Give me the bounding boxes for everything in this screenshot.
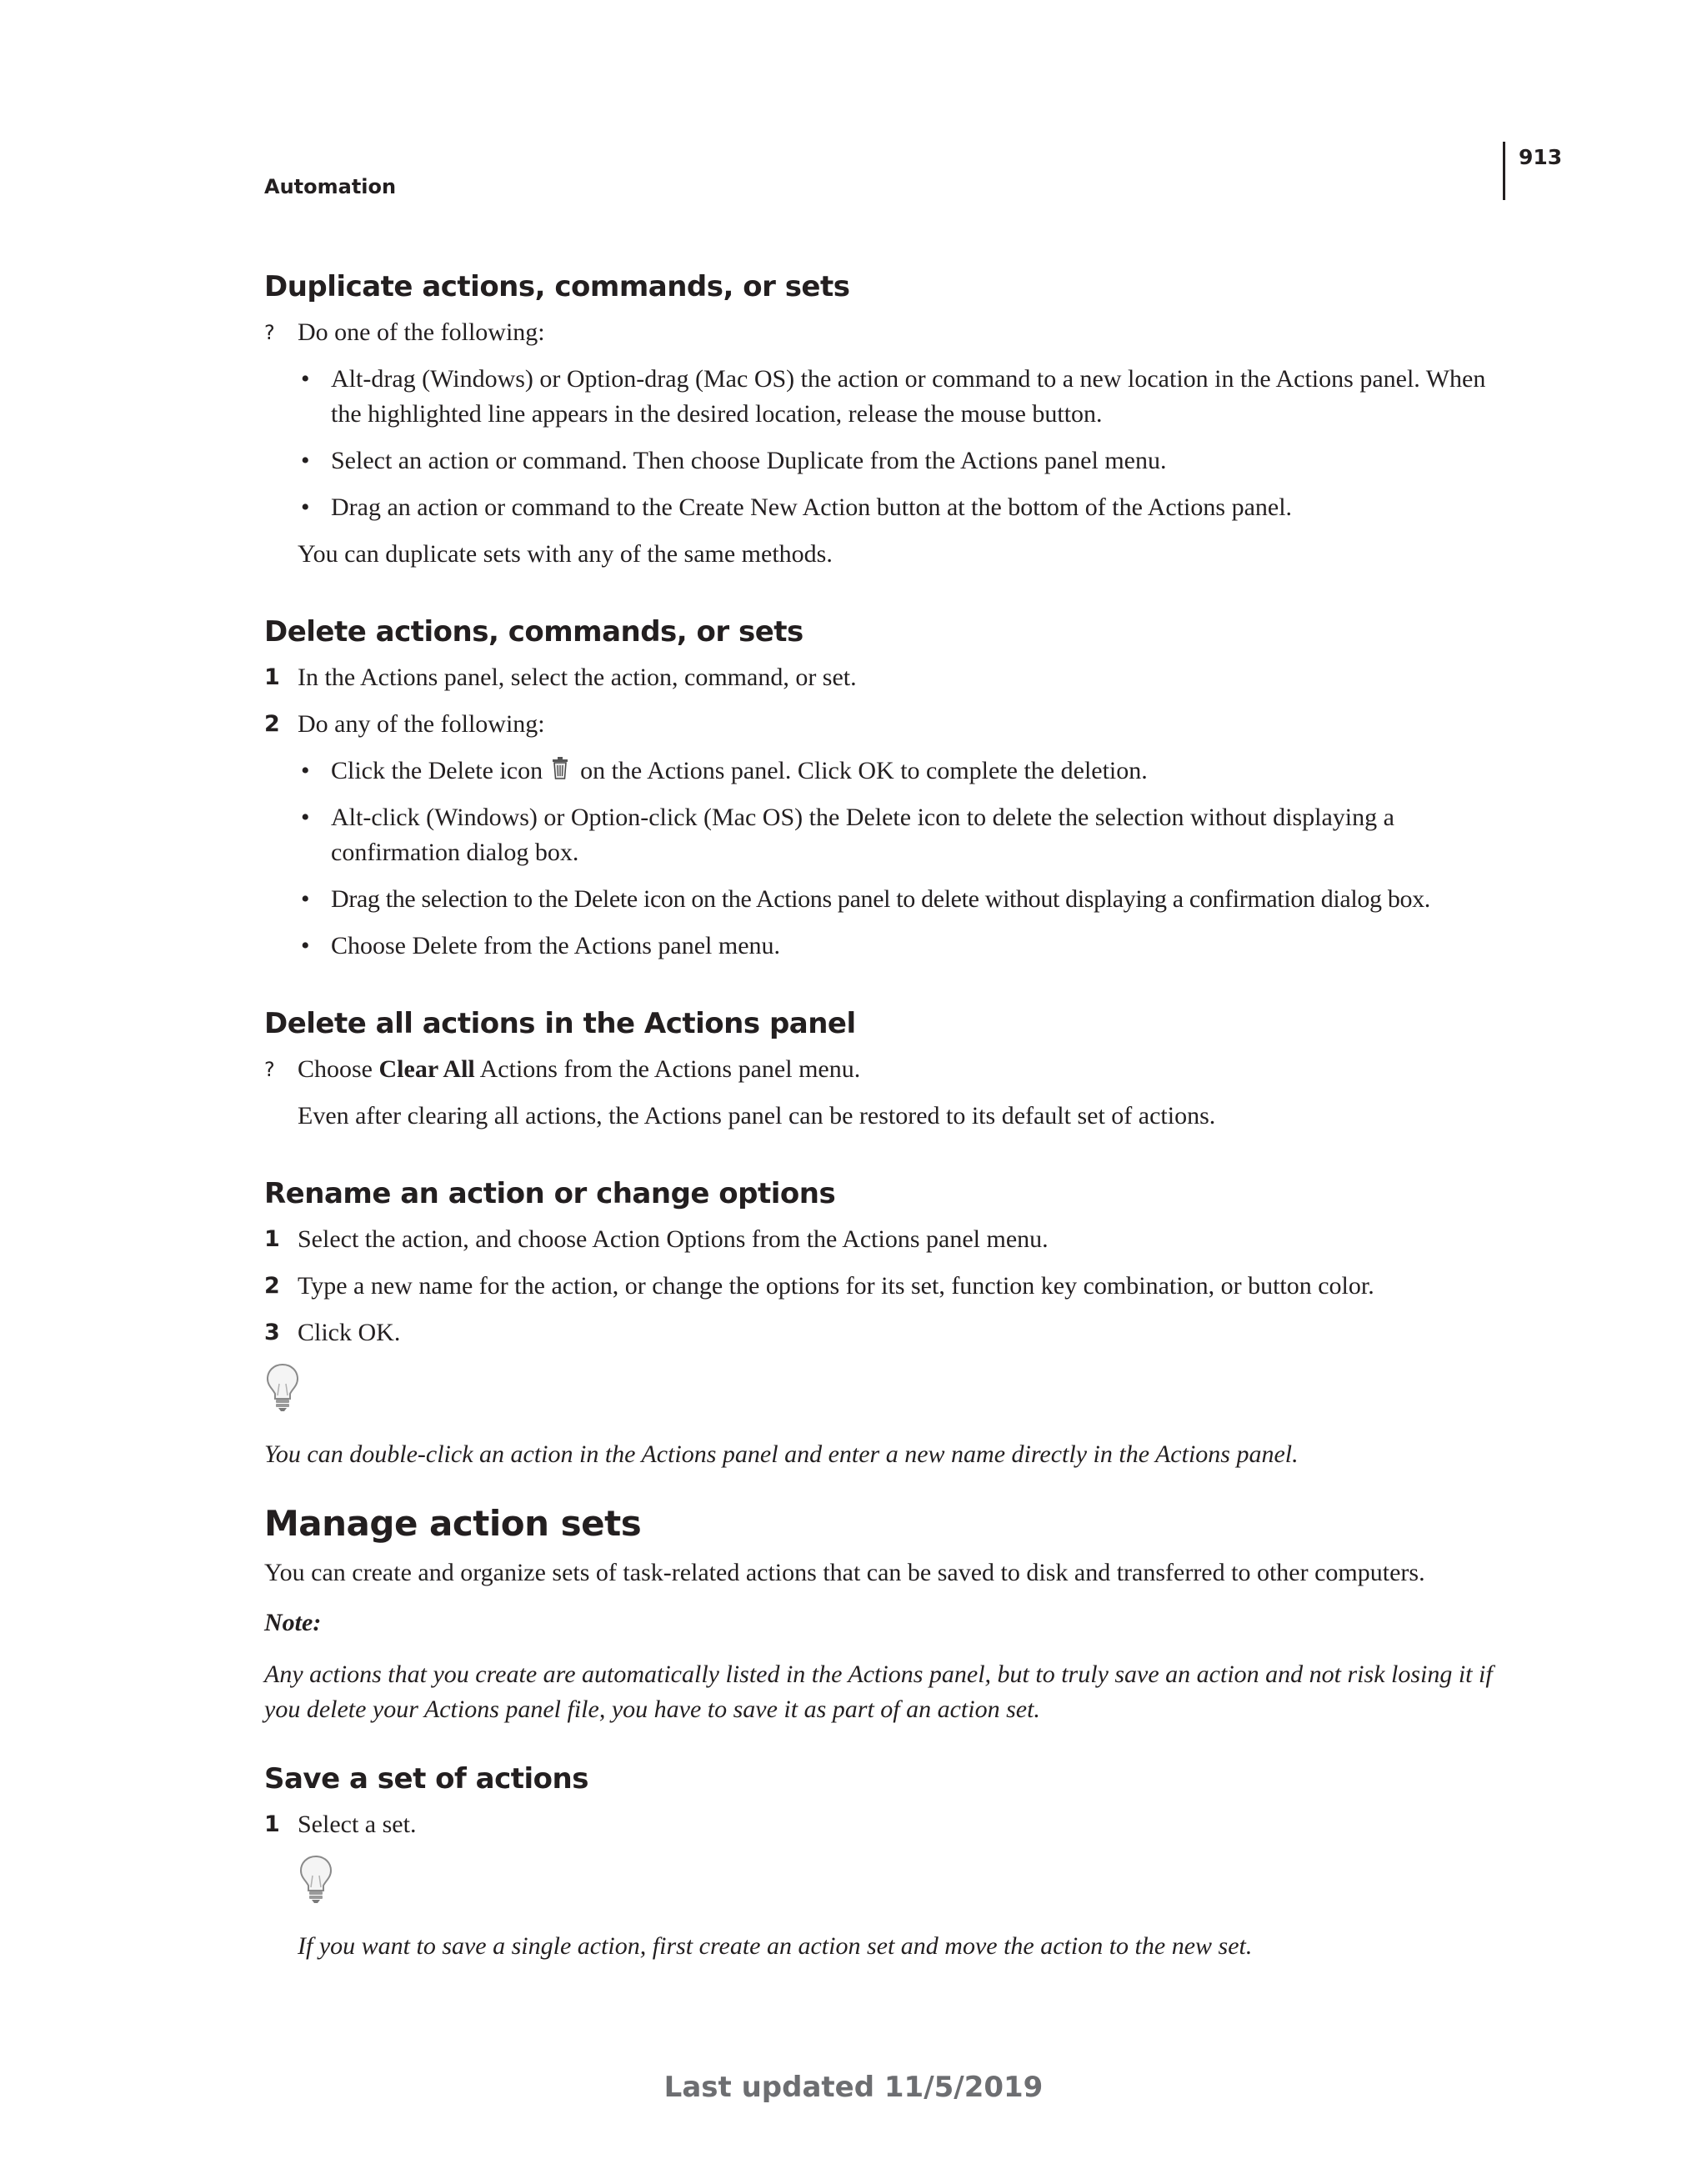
step	[264, 1269, 1514, 1304]
paragraph: You can duplicate sets with any of the same methods.	[298, 540, 833, 568]
heading-duplicate: Duplicate actions, commands, or sets	[264, 270, 850, 303]
page-content	[264, 268, 1514, 2006]
bullet-text: Select an action or command. Then choose Duplicate from the Actions panel menu.	[331, 447, 1167, 474]
bullet: •	[301, 885, 310, 913]
bullet: •	[301, 365, 310, 393]
list-item	[298, 443, 1514, 478]
heading-rename: Rename an action or change options	[264, 1177, 836, 1210]
trash-icon	[551, 757, 569, 780]
bullet-text: Alt-drag (Windows) or Option-drag (Mac OS) the action or command to a new location in the Actions panel. When the highlighted line appears in the desired location, release the mouse button.	[331, 365, 1486, 428]
note-label: Note:	[264, 1609, 322, 1636]
note-text: Any actions that you create are automatically listed in the Actions panel, but to truly save an action and not risk losing it if you delete your Actions panel file, you have to save it as part of an action set.	[264, 1661, 1493, 1723]
step-text-start: Choose	[298, 1055, 373, 1083]
footer-last-updated: Last updated 11/5/2019	[663, 2071, 1044, 2104]
tip-text: If you want to save a single action, first create an action set and move the action to the new set.	[298, 1932, 1253, 1960]
section-rename	[264, 1175, 1514, 1472]
tip-text: You can double-click an action in the Actions panel and enter a new name directly in the Actions panel.	[264, 1440, 1299, 1468]
section-delete-all	[264, 1005, 1514, 1134]
bullet-text-end: on the Actions panel. Click OK to complete the deletion.	[580, 757, 1148, 784]
section-duplicate	[264, 268, 1514, 572]
paragraph: You can create and organize sets of task-related actions that can be saved to disk and transferred to other computers.	[264, 1559, 1425, 1586]
section-save	[264, 1761, 1514, 1964]
step	[264, 660, 1514, 695]
step-text: Click OK.	[298, 1319, 401, 1346]
step	[264, 1052, 1514, 1087]
lightbulb-icon	[298, 1854, 334, 1904]
step	[264, 707, 1514, 742]
step-text: In the Actions panel, select the action, command, or set.	[298, 664, 857, 691]
step-text	[298, 1052, 1514, 1087]
step-text: Do any of the following:	[298, 710, 545, 738]
bullet: •	[301, 493, 310, 521]
step-number: 1	[264, 664, 280, 690]
paragraph: Even after clearing all actions, the Actions panel can be restored to its default set of actions.	[298, 1102, 1216, 1130]
bullet: •	[301, 932, 310, 959]
section-manage	[264, 1502, 1514, 1727]
step-text: Do one of the following:	[298, 318, 545, 346]
heading-delete-all: Delete all actions in the Actions panel	[264, 1007, 856, 1040]
bullet-text: Alt-click (Windows) or Option-click (Mac OS) the Delete icon to delete the selection without displaying a confirmation dialog box.	[331, 804, 1394, 866]
bullet: •	[301, 804, 310, 831]
step-number: 2	[264, 1273, 280, 1299]
list-item	[298, 362, 1514, 432]
list-item	[298, 754, 1514, 789]
step-marker: ?	[264, 321, 275, 344]
bullet-text: Drag an action or command to the Create New Action button at the bottom of the Actions panel.	[331, 493, 1293, 521]
step-number: 1	[264, 1811, 280, 1837]
bullet-list	[298, 754, 1514, 964]
tip-block	[298, 1854, 1514, 1964]
step-number: 2	[264, 711, 280, 737]
step-number: 1	[264, 1226, 280, 1252]
bullet: •	[301, 447, 310, 474]
step	[264, 1315, 1514, 1350]
bullet-text: Drag the selection to the Delete icon on the Actions panel to delete without displaying a confirmation dialog box.	[331, 885, 1430, 913]
page-number: 913	[1519, 145, 1563, 169]
step	[264, 1222, 1514, 1257]
step	[264, 1807, 1514, 1842]
step	[264, 315, 1514, 350]
step-text-bold: Clear All	[378, 1055, 475, 1083]
bullet-text: Choose Delete from the Actions panel menu.	[331, 932, 781, 959]
heading-save: Save a set of actions	[264, 1762, 588, 1796]
list-item	[298, 800, 1514, 870]
step-text: Select the action, and choose Action Options from the Actions panel menu.	[298, 1225, 1049, 1253]
step-number: 3	[264, 1320, 280, 1345]
bullet-text-start: Click the Delete icon	[331, 757, 543, 784]
step-text-end: Actions from the Actions panel menu.	[479, 1055, 861, 1083]
section-delete	[264, 614, 1514, 964]
list-item	[298, 490, 1514, 525]
step-marker: ?	[264, 1058, 275, 1081]
step-text: Type a new name for the action, or change the options for its set, function key combination, or button color.	[298, 1272, 1374, 1300]
header-rule	[1503, 142, 1505, 200]
heading-delete: Delete actions, commands, or sets	[264, 615, 803, 649]
bullet: •	[301, 757, 310, 784]
bullet-list	[298, 362, 1514, 525]
running-header: Automation	[264, 175, 397, 198]
list-item	[298, 882, 1514, 917]
step-text: Select a set.	[298, 1811, 417, 1838]
bullet-text	[331, 754, 1514, 789]
heading-manage: Manage action sets	[264, 1503, 642, 1544]
lightbulb-icon	[264, 1362, 301, 1412]
list-item	[298, 929, 1514, 964]
